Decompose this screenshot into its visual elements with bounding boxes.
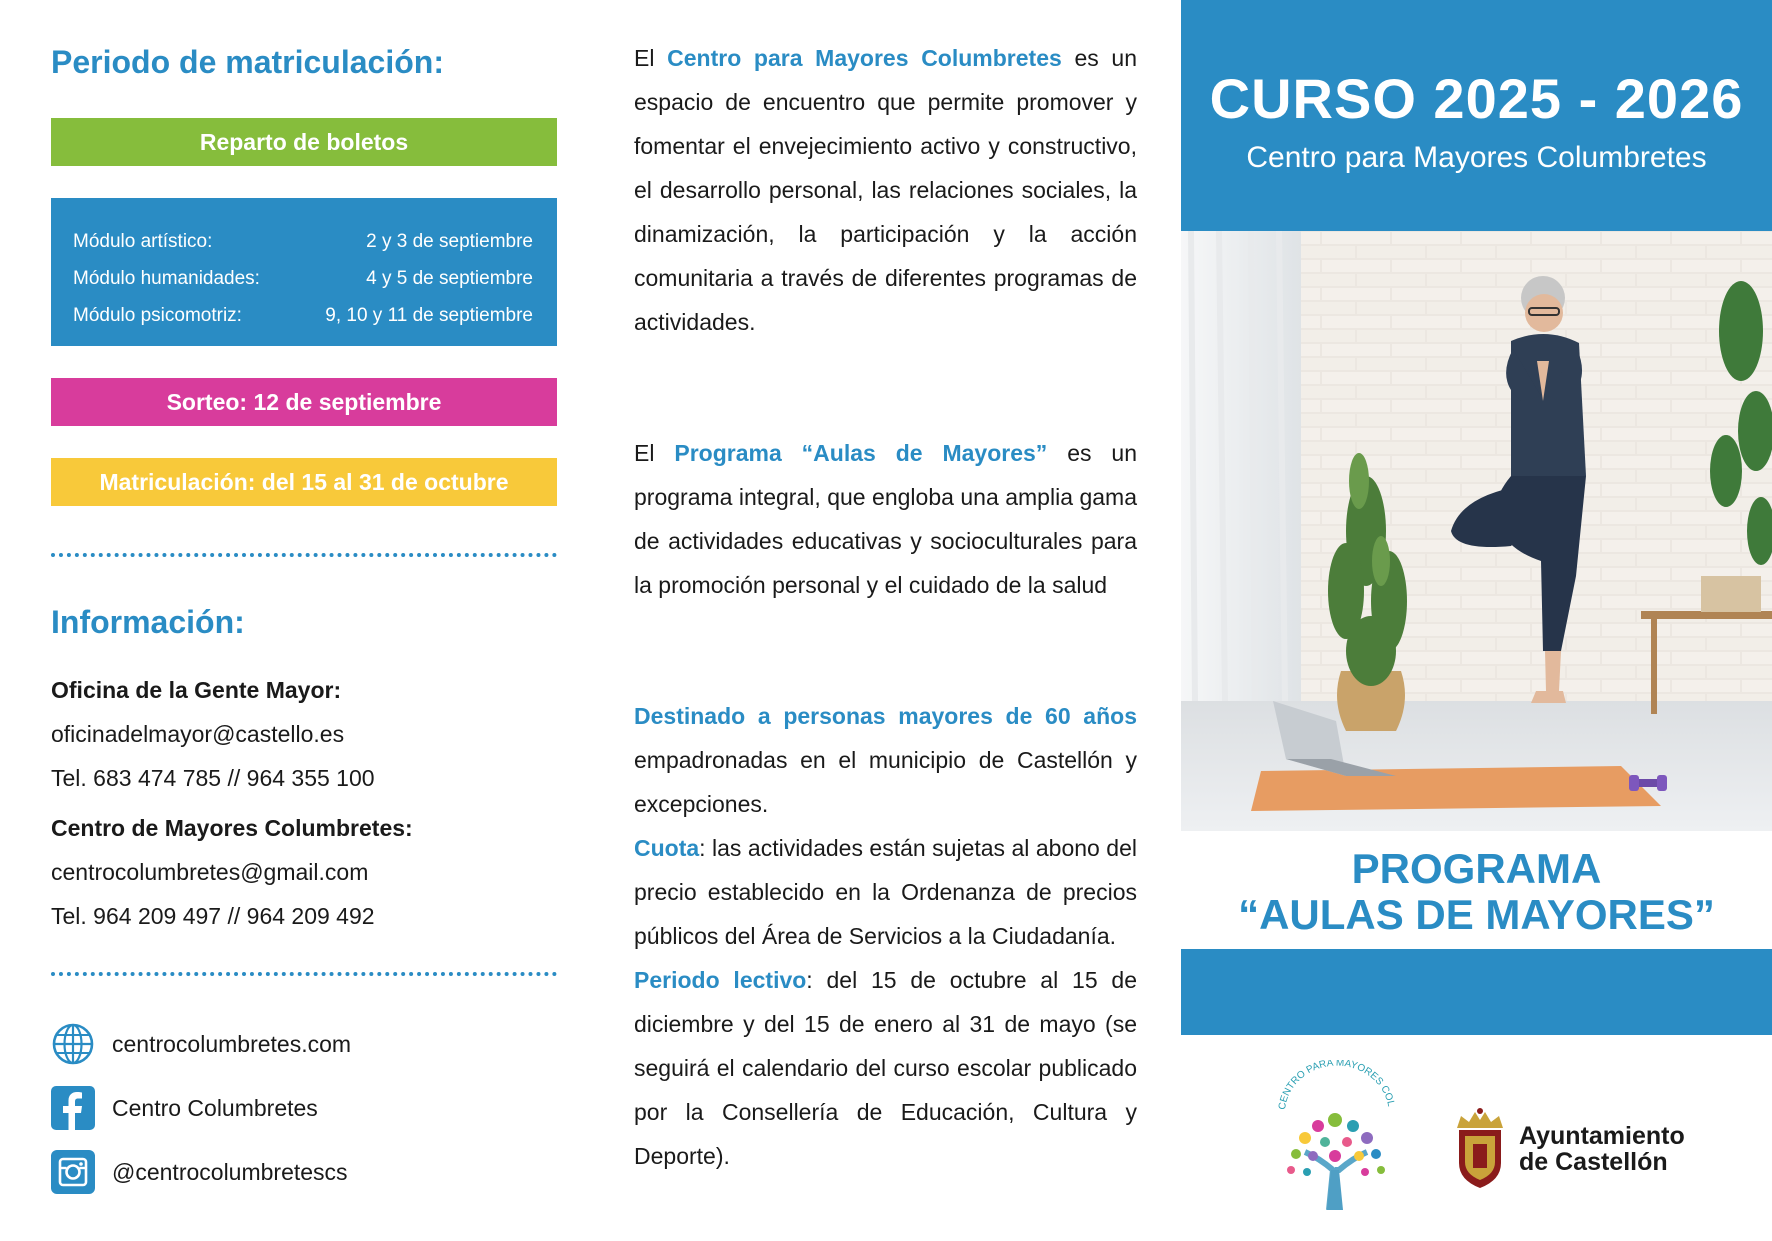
office-email[interactable]: oficinadelmayor@castello.es: [51, 721, 345, 747]
module-name: Módulo artístico:: [73, 230, 213, 252]
middle-column: [634, 36, 1137, 1178]
city-line1: Ayuntamiento: [1519, 1122, 1685, 1150]
modules-box: [51, 198, 557, 346]
program-title-line1: PROGRAMA: [1351, 845, 1602, 892]
sorteo-bar: Sorteo: 12 de septiembre: [51, 378, 557, 426]
module-dates: 2 y 3 de septiembre: [366, 230, 533, 252]
text-span: : del 15 de octubre al 15 de diciembre y del 15 de enero al 31 de mayo (se seguirá el calendario del curso escolar publicado por la Consellería de Educación, Cultura y Deporte).: [634, 967, 1137, 1169]
fee-paragraph: [634, 826, 1137, 958]
program-paragraph: [634, 431, 1137, 607]
target-highlight: Destinado a personas mayores de 60 años: [634, 703, 1137, 729]
text-span: es un programa integral, que engloba una amplia gama de actividades educativas y socioculturales para la promoción personal y el cuidado de la salud: [634, 440, 1138, 598]
logo-arc-text: CENTRO PARA MAYORES COL: [1276, 1060, 1397, 1111]
right-column: [1181, 0, 1772, 1241]
facebook-link[interactable]: [51, 1086, 557, 1130]
columbretes-tree-logo: [1263, 1060, 1408, 1210]
ayuntamiento-logo: [1451, 1108, 1685, 1190]
center-title: Centro de Mayores Columbretes:: [51, 815, 413, 841]
facebook-icon: [51, 1086, 95, 1130]
center-email[interactable]: centrocolumbretes@gmail.com: [51, 859, 369, 885]
coat-of-arms-icon: [1451, 1108, 1509, 1190]
module-name: Módulo psicomotriz:: [73, 304, 242, 326]
period-paragraph: [634, 958, 1137, 1178]
instagram-text: @centrocolumbretescs: [112, 1158, 348, 1185]
module-name: Módulo humanidades:: [73, 267, 260, 289]
text-span: es un espacio de encuentro que permite promover y fomentar el envejecimiento activo y constructivo, el desarrollo personal, las relaciones sociales, la dinamización, la participación y la acción comunitaria a través de diferentes programas de actividades.: [634, 45, 1138, 335]
web-link[interactable]: [51, 1022, 557, 1066]
center-phone: Tel. 964 209 497 // 964 209 492: [51, 903, 375, 929]
program-highlight: Programa “Aulas de Mayores”: [674, 440, 1048, 466]
info-title: Información:: [51, 604, 245, 640]
intro-paragraph: [634, 36, 1137, 344]
module-dates: 9, 10 y 11 de septiembre: [325, 304, 533, 326]
svg-text:CENTRO PARA MAYORES COLUMBRETE: [1263, 1060, 1396, 1111]
globe-icon: [51, 1022, 95, 1066]
reparto-bar: Reparto de boletos: [51, 118, 557, 166]
instagram-icon: [51, 1150, 95, 1194]
target-paragraph: [634, 694, 1137, 826]
center-subtitle: Centro para Mayores Columbretes: [1246, 141, 1707, 174]
instagram-link[interactable]: [51, 1150, 557, 1194]
dotted-divider: [51, 972, 557, 976]
web-text: centrocolumbretes.com: [112, 1030, 352, 1057]
program-title-line2: “AULAS DE MAYORES”: [1238, 891, 1715, 938]
city-line2: de Castellón: [1519, 1148, 1668, 1176]
module-row: [73, 223, 533, 260]
text-span: : las actividades están sujetas al abono del precio establecido en la Ordenanza de precios públicos del Área de Servicios a la Ciudadanía.: [634, 835, 1137, 949]
fee-highlight: Cuota: [634, 835, 700, 861]
office-title: Oficina de la Gente Mayor:: [51, 677, 342, 703]
facebook-text: Centro Columbretes: [112, 1094, 318, 1121]
period-highlight: Periodo lectivo: [634, 967, 807, 993]
enrollment-title: Periodo de matriculación:: [51, 44, 444, 80]
module-row: [73, 297, 533, 334]
course-title: CURSO 2025 - 2026: [1209, 67, 1744, 130]
text-span: El: [634, 45, 668, 71]
office-phone: Tel. 683 474 785 // 964 355 100: [51, 765, 375, 791]
bottom-blue-bar: [1181, 949, 1772, 1035]
yoga-photo: [1181, 231, 1772, 831]
dotted-divider: [51, 553, 557, 557]
module-row: [73, 260, 533, 297]
text-span: El: [634, 440, 675, 466]
text-span: empadronadas en el municipio de Castellón y excepciones.: [634, 747, 1137, 817]
center-name-highlight: Centro para Mayores Columbretes: [667, 45, 1062, 71]
cover-header: [1181, 0, 1772, 231]
module-dates: 4 y 5 de septiembre: [366, 267, 533, 289]
matriculacion-bar: Matriculación: del 15 al 31 de octubre: [51, 458, 557, 506]
ayuntamiento-text: [1519, 1123, 1685, 1175]
